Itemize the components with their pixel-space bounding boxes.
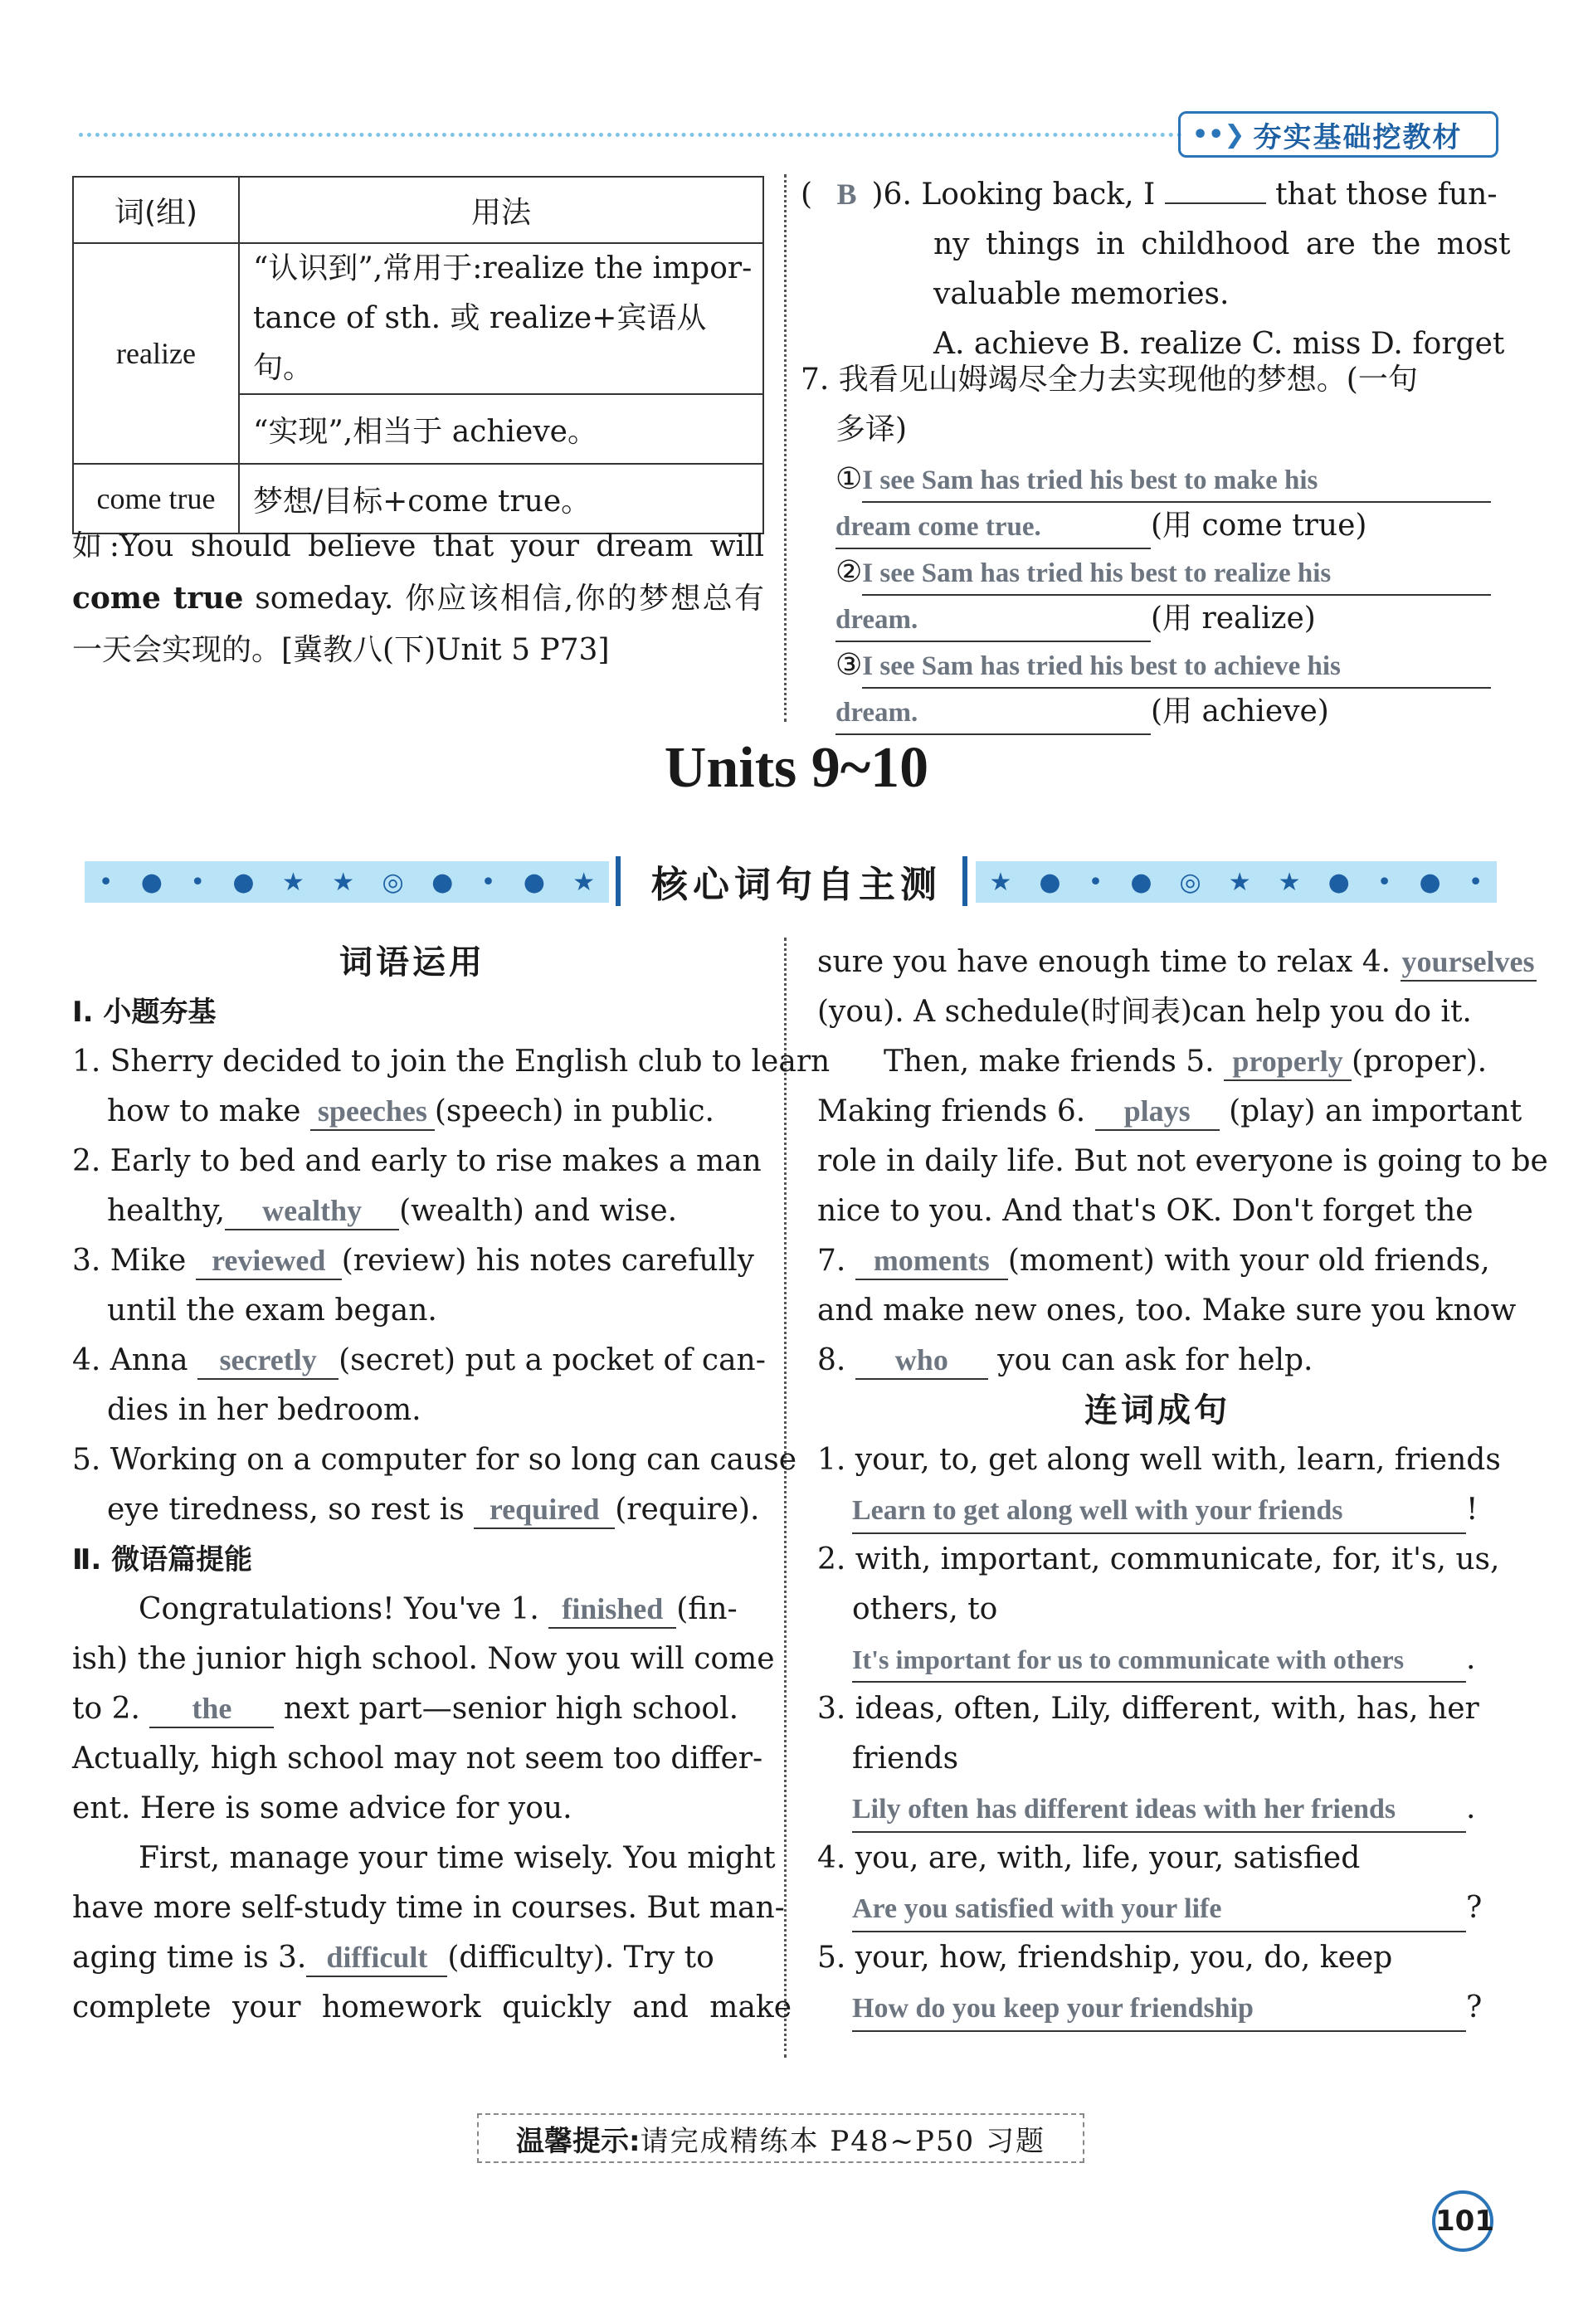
dot-icon: • xyxy=(1376,867,1392,897)
q7-num-2: ② xyxy=(835,555,863,589)
star-icon: ★ xyxy=(1278,867,1301,897)
table-word-realize: realize xyxy=(73,243,239,464)
s1-end: ! xyxy=(1466,1493,1479,1527)
dot-icon: ● xyxy=(1039,867,1061,897)
header-tag-label: 夯实基础挖教材 xyxy=(1253,120,1463,154)
q3-stem: 3. Mike xyxy=(72,1244,187,1278)
question-7 xyxy=(801,355,1498,733)
banner-bar-right xyxy=(962,856,967,906)
p1-tail-2: next part—senior high school. xyxy=(283,1692,739,1726)
p2-answer-4: yourselves xyxy=(1401,947,1537,982)
dot-icon: • xyxy=(1088,867,1103,897)
q1-tail: (speech) in public. xyxy=(434,1094,714,1128)
q5-line-1: 5. Working on a computer for so long can cause xyxy=(72,1443,797,1477)
example-line-1: 如:You should believe that your dream will xyxy=(72,529,764,563)
q5-stem: eye tiredness, so rest is xyxy=(107,1493,465,1527)
p2-line-1: First, manage your time wisely. You might xyxy=(139,1841,776,1875)
q7-line-2: 多译) xyxy=(835,412,908,446)
p3-answer-6: plays xyxy=(1095,1096,1220,1131)
q2-tail: (wealth) and wise. xyxy=(399,1194,678,1228)
s2-question-2: others, to xyxy=(852,1592,998,1626)
p1-answer-2: the xyxy=(149,1693,274,1728)
p2-cont-line-2: (you). A schedule(时间表)can help you do it. xyxy=(817,995,1472,1029)
p3-line-4: nice to you. And that's OK. Don't forget the xyxy=(817,1194,1474,1228)
q7-answer-2a: I see Sam has tried his best to realize his xyxy=(862,553,1491,596)
header-tag xyxy=(1178,111,1498,158)
chevron-right-icon: ••❯ xyxy=(1192,119,1245,149)
footer-tip xyxy=(477,2113,1084,2163)
q1-stem: how to make xyxy=(107,1094,301,1128)
s5-question: 5. your, how, friendship, you, do, keep xyxy=(817,1941,1393,1975)
s2-question: 2. with, important, communicate, for, it's, us, xyxy=(817,1542,1500,1576)
column-divider-top xyxy=(784,174,787,722)
star-icon: ★ xyxy=(332,867,355,897)
p3-stem-2: Making friends 6. xyxy=(817,1094,1086,1128)
p1-line-4: Actually, high school may not seem too differ- xyxy=(72,1742,763,1776)
star-icon: ★ xyxy=(281,867,304,897)
q7-answer-2b: dream. xyxy=(835,599,1151,642)
example-block xyxy=(72,521,764,676)
dot-icon: • xyxy=(98,867,114,897)
dot-icon: ● xyxy=(232,867,255,897)
s4-question: 4. you, are, with, life, your, satisfied xyxy=(817,1841,1361,1875)
banner-title: 核心词句自主测 xyxy=(651,864,942,906)
s2-answer: It's important for us to communicate with others xyxy=(852,1638,1466,1683)
q6-line-3: valuable memories. xyxy=(933,277,1230,311)
dot-icon: ● xyxy=(1419,867,1441,897)
q6-paren: ( xyxy=(801,178,813,212)
q4-answer: secretly xyxy=(197,1345,339,1380)
s3-question-2: friends xyxy=(852,1742,959,1776)
s5-answer: How do you keep your friendship xyxy=(852,1987,1466,2032)
s3-end: . xyxy=(1466,1791,1476,1825)
section-1-title: Ⅰ. 小题夯基 xyxy=(72,996,217,1029)
q6-blank xyxy=(1165,199,1266,204)
dot-icon: • xyxy=(1468,867,1483,897)
q7-num-3: ③ xyxy=(835,648,863,682)
table-head-usage: 用法 xyxy=(239,177,763,243)
header-dotted-rule xyxy=(79,133,1182,137)
example-bold: come true xyxy=(72,581,244,616)
q2-stem: healthy, xyxy=(107,1194,226,1228)
q1-line-1: 1. Sherry decided to join the English club to learn xyxy=(72,1045,831,1079)
column-divider-bottom xyxy=(784,938,787,2058)
p2-cont-stem: sure you have enough time to relax 4. xyxy=(817,945,1391,979)
dot-icon: ● xyxy=(1328,867,1350,897)
table-head-word: 词(组) xyxy=(73,177,239,243)
p3-line-6: and make new ones, too. Make sure you know xyxy=(817,1294,1517,1328)
unit-title: Units 9~10 xyxy=(664,736,929,800)
words-section xyxy=(72,938,831,2033)
s2-end: . xyxy=(1466,1642,1476,1676)
p3-num-8: 8. xyxy=(817,1343,846,1377)
q4-stem: 4. Anna xyxy=(72,1343,188,1377)
footer-tip-label: 温馨提示: xyxy=(516,2124,641,2158)
example-line-2 xyxy=(72,572,764,625)
page-number: 101 xyxy=(1432,2190,1493,2252)
s4-end: ? xyxy=(1466,1891,1483,1925)
q1-answer: speeches xyxy=(310,1096,435,1131)
q2-line-1: 2. Early to bed and early to rise makes a man xyxy=(72,1144,762,1178)
q6-options: A. achieve B. realize C. miss D. forget xyxy=(933,327,1505,361)
q3-answer: reviewed xyxy=(196,1245,342,1280)
q7-note-3: (用 achieve) xyxy=(1151,694,1329,728)
q7-line-1: 7. 我看见山姆竭尽全力去实现他的梦想。(一句 xyxy=(801,363,1418,397)
question-6 xyxy=(801,169,1511,369)
table-word-come-true: come true xyxy=(73,464,239,533)
p3-tail-4: you can ask for help. xyxy=(997,1343,1313,1377)
dot-icon: • xyxy=(190,867,206,897)
dot-icon: ● xyxy=(1130,867,1152,897)
dot-icon: ● xyxy=(431,867,454,897)
s3-answer: Lily often has different ideas with her friends xyxy=(852,1788,1466,1833)
s4-answer: Are you satisfied with your life xyxy=(852,1888,1466,1932)
q7-num-1: ① xyxy=(835,462,863,496)
example-line-3: 一天会实现的。[冀教八(下)Unit 5 P73] xyxy=(72,633,610,667)
star-icon: ★ xyxy=(1228,867,1251,897)
p2-line-2: have more self-study time in courses. But man- xyxy=(72,1891,785,1925)
p3-answer-7: moments xyxy=(855,1245,1008,1280)
example-text: someday. 你应该相信,你的梦想总有 xyxy=(255,582,764,616)
dot-icon: ● xyxy=(523,867,545,897)
q7-answer-3b: dream. xyxy=(835,692,1151,735)
p3-stem: Then, make friends 5. xyxy=(884,1045,1215,1079)
sentence-heading: 连词成句 xyxy=(1084,1391,1230,1430)
usage-line: tance of sth. 或 realize+宾语从句。 xyxy=(253,301,707,385)
s5-end: ? xyxy=(1466,1990,1483,2024)
p1-line-5: ent. Here is some advice for you. xyxy=(72,1791,572,1825)
dot-icon: ● xyxy=(140,867,163,897)
words-heading: 词语运用 xyxy=(339,943,485,982)
banner-bar-left xyxy=(616,856,621,906)
table-usage-realize-1 xyxy=(239,243,763,394)
globe-icon: ◎ xyxy=(1179,867,1201,897)
q6-line-2: ny things in childhood are the most xyxy=(933,227,1511,261)
right-bottom-section xyxy=(817,938,1548,2033)
s1-question: 1. your, to, get along well with, learn, friends xyxy=(817,1443,1501,1477)
q7-note-2: (用 realize) xyxy=(1151,602,1316,636)
p2-stem: aging time is 3. xyxy=(72,1941,307,1975)
p2-answer-3: difficult xyxy=(306,1942,447,1977)
s1-answer: Learn to get along well with your friends xyxy=(852,1489,1466,1534)
q3-tail: (review) his notes carefully xyxy=(341,1244,754,1278)
q5-tail: (require). xyxy=(615,1493,760,1527)
p3-tail-2: (play) an important xyxy=(1229,1094,1522,1128)
p2-tail: (difficulty). Try to xyxy=(447,1941,714,1975)
p3-tail: (proper). xyxy=(1352,1045,1488,1079)
q4-line-2: dies in her bedroom. xyxy=(107,1393,421,1427)
p3-line-3: role in daily life. But not everyone is going to be xyxy=(817,1144,1548,1178)
banner-left xyxy=(85,861,609,903)
p2-line-4: complete your homework quickly and make xyxy=(72,1990,792,2024)
q6-stem: )6. Looking back, I xyxy=(871,178,1156,212)
globe-icon: ◎ xyxy=(382,867,404,897)
p1-line-2: ish) the junior high school. Now you will come xyxy=(72,1642,775,1676)
q7-answer-1a: I see Sam has tried his best to make his xyxy=(862,460,1491,503)
dot-icon: • xyxy=(480,867,496,897)
p1-stem: Congratulations! You've 1. xyxy=(139,1592,539,1626)
q7-note-1: (用 come true) xyxy=(1151,509,1367,543)
usage-table xyxy=(72,176,764,534)
table-usage-realize-2: “实现”,相当于 achieve。 xyxy=(239,394,763,464)
star-icon: ★ xyxy=(572,867,596,897)
q7-answer-3a: I see Sam has tried his best to achieve his xyxy=(862,646,1491,689)
section-2-title: Ⅱ. 微语篇提能 xyxy=(72,1543,253,1576)
p3-answer-5: properly xyxy=(1224,1046,1352,1081)
p3-tail-3: (moment) with your old friends, xyxy=(1007,1244,1490,1278)
s3-question: 3. ideas, often, Lily, different, with, has, her xyxy=(817,1692,1479,1726)
q2-answer: wealthy xyxy=(225,1196,399,1230)
q3-line-2: until the exam began. xyxy=(107,1294,437,1328)
p1-answer-1: finished xyxy=(548,1594,676,1629)
p3-num-7: 7. xyxy=(817,1244,846,1278)
footer-tip-text: 请完成精练本 P48~P50 习题 xyxy=(640,2124,1045,2158)
p1-stem-2: to 2. xyxy=(72,1692,140,1726)
q6-answer: B xyxy=(836,178,857,211)
q4-tail: (secret) put a pocket of can- xyxy=(339,1343,766,1377)
banner-right xyxy=(976,861,1497,903)
star-icon: ★ xyxy=(989,867,1012,897)
usage-line: “认识到”,常用于:realize the impor- xyxy=(253,251,753,285)
q6-tail: that those fun- xyxy=(1275,178,1498,212)
p3-answer-8: who xyxy=(855,1345,988,1380)
q5-answer: required xyxy=(474,1494,615,1529)
p1-tail: (fin- xyxy=(676,1592,738,1626)
q7-answer-1b: dream come true. xyxy=(835,506,1151,549)
table-usage-come-true: 梦想/目标+come true。 xyxy=(239,464,763,533)
